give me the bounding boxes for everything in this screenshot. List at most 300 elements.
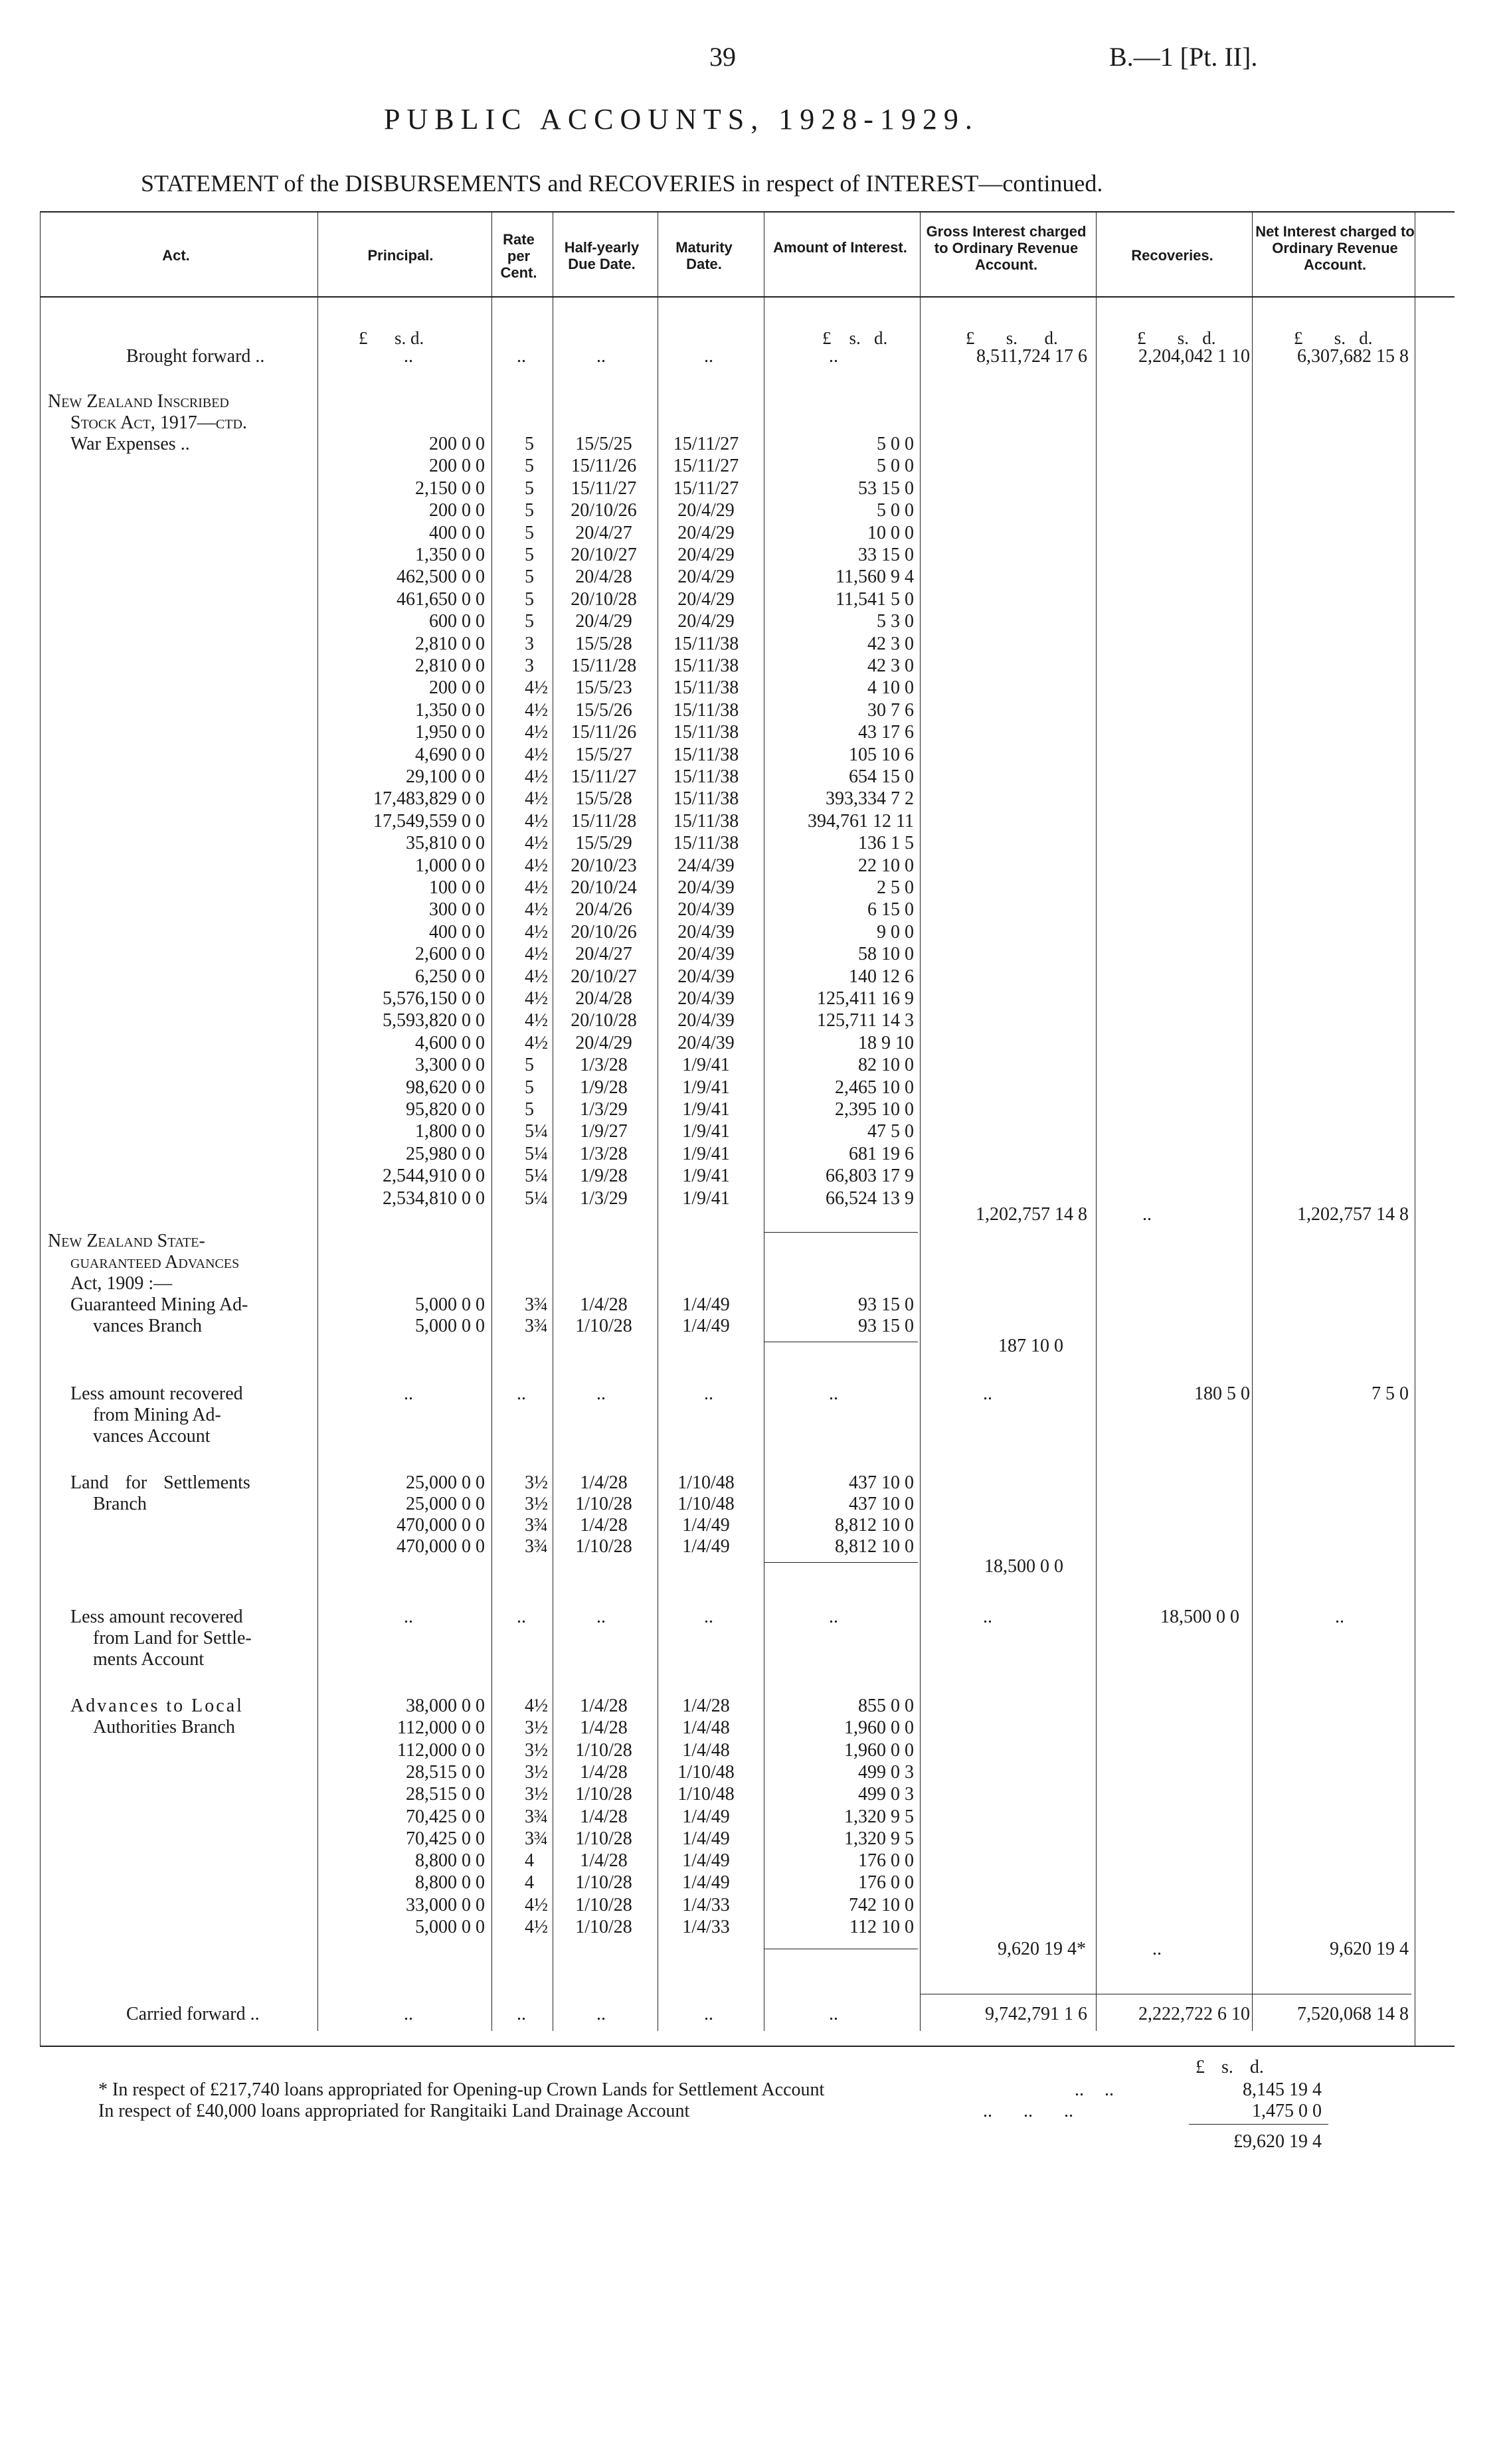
local-authorities-due: 1/4/28 bbox=[580, 1806, 628, 1827]
war-expenses-rate: 4½ bbox=[525, 899, 548, 921]
mining-less-label-3: vances Account bbox=[93, 1426, 211, 1447]
land-less-label-3: ments Account bbox=[93, 1649, 205, 1670]
war-expenses-principal: 35,810 0 0 bbox=[406, 833, 485, 854]
col-principal: Principal. bbox=[367, 247, 434, 264]
war-expenses-principal: 5,593,820 0 0 bbox=[383, 1010, 485, 1031]
war-expenses-row bbox=[0, 788, 1507, 810]
war-expenses-rate: 5 bbox=[525, 456, 534, 477]
land-row bbox=[0, 1472, 1507, 1494]
war-expenses-row bbox=[0, 810, 1507, 833]
war-expenses-rate: 4½ bbox=[525, 944, 548, 965]
land-row bbox=[0, 1514, 1507, 1537]
local-authorities-due: 1/4/28 bbox=[580, 1850, 628, 1872]
war-expenses-amount: 82 10 0 bbox=[858, 1055, 914, 1076]
war-expenses-due: 20/10/28 bbox=[571, 588, 637, 610]
war-expenses-maturity: 20/4/39 bbox=[677, 921, 735, 942]
land-less-label-2: from Land for Settle- bbox=[93, 1628, 252, 1648]
war-expenses-row bbox=[0, 566, 1507, 588]
local-authorities-due: 1/4/28 bbox=[580, 1696, 628, 1716]
war-expenses-amount: 5 0 0 bbox=[877, 434, 914, 454]
war-expenses-principal: 17,549,559 0 0 bbox=[373, 810, 485, 832]
page-title: PUBLIC ACCOUNTS, 1928-1929. bbox=[384, 103, 979, 135]
war-expenses-amount: 125,411 16 9 bbox=[817, 988, 914, 1009]
land-less-net: .. bbox=[1335, 1607, 1344, 1627]
war-expenses-maturity: 15/11/27 bbox=[673, 456, 739, 477]
war-expenses-principal: 2,150 0 0 bbox=[415, 478, 485, 499]
local-authorities-rate: 4½ bbox=[525, 1917, 548, 1937]
war-expenses-amount: 53 15 0 bbox=[858, 478, 914, 499]
war-expenses-principal: 5,576,150 0 0 bbox=[383, 988, 485, 1009]
war-expenses-rate: 5 bbox=[525, 500, 534, 521]
war-expenses-row bbox=[0, 1032, 1507, 1055]
col-net: Net Interest charged to Ordinary Revenue Account. bbox=[1255, 223, 1415, 273]
section1-heading-2: Stock Act, 1917—ctd. bbox=[70, 412, 247, 433]
local-authorities-rate: 4½ bbox=[525, 1894, 548, 1915]
land-less-label-1: Less amount recovered bbox=[70, 1607, 243, 1627]
local-authorities-row bbox=[0, 1894, 1507, 1917]
war-expenses-amount: 2,465 10 0 bbox=[835, 1077, 914, 1098]
war-expenses-rate: 3 bbox=[525, 633, 534, 654]
war-expenses-amount: 33 15 0 bbox=[858, 545, 914, 565]
war-expenses-rate: 4½ bbox=[525, 699, 548, 721]
war-expenses-principal: 2,810 0 0 bbox=[415, 656, 485, 676]
mining-principal: 5,000 0 0 bbox=[415, 1294, 485, 1315]
war-expenses-maturity: 1/9/41 bbox=[682, 1099, 730, 1120]
mining-due: 1/10/28 bbox=[575, 1316, 632, 1336]
local-net: 9,620 19 4 bbox=[1330, 1939, 1409, 1959]
local-authorities-due: 1/10/28 bbox=[575, 1828, 632, 1849]
war-expenses-amount: 58 10 0 bbox=[858, 944, 914, 965]
local-authorities-amount: 499 0 3 bbox=[858, 1784, 914, 1805]
local-authorities-due: 1/10/28 bbox=[575, 1917, 632, 1937]
war-expenses-amount: 66,524 13 9 bbox=[826, 1188, 914, 1209]
local-authorities-maturity: 1/4/33 bbox=[682, 1917, 730, 1937]
land-amount: 437 10 0 bbox=[849, 1494, 914, 1514]
war-expenses-row bbox=[0, 721, 1507, 744]
war-expenses-rate: 3 bbox=[525, 656, 534, 676]
war-expenses-rate: 5 bbox=[525, 522, 534, 543]
war-expenses-amount: 66,803 17 9 bbox=[826, 1166, 914, 1187]
war-expenses-principal: 17,483,829 0 0 bbox=[373, 788, 485, 810]
war-expenses-principal: 1,800 0 0 bbox=[415, 1121, 485, 1142]
local-authorities-rate: 3½ bbox=[525, 1784, 548, 1805]
cf-principal: .. bbox=[404, 2004, 413, 2024]
land-principal: 470,000 0 0 bbox=[397, 1515, 485, 1536]
land-less-due: .. bbox=[596, 1607, 606, 1627]
war-expenses-row bbox=[0, 478, 1507, 500]
local-gross: 9,620 19 4* bbox=[998, 1939, 1086, 1959]
war-expenses-rate: 4½ bbox=[525, 877, 548, 898]
local-authorities-row bbox=[0, 1761, 1507, 1784]
war-expenses-principal: 100 0 0 bbox=[429, 877, 485, 898]
local-authorities-maturity: 1/4/49 bbox=[682, 1872, 730, 1893]
war-expenses-principal: 2,810 0 0 bbox=[415, 633, 485, 654]
war-expenses-principal: 1,000 0 0 bbox=[415, 855, 485, 876]
local-authorities-principal: 70,425 0 0 bbox=[406, 1806, 485, 1827]
war-expenses-principal: 2,600 0 0 bbox=[415, 944, 485, 965]
land-due: 1/4/28 bbox=[580, 1515, 628, 1536]
local-authorities-principal: 8,800 0 0 bbox=[415, 1850, 485, 1872]
war-expenses-row bbox=[0, 877, 1507, 899]
land-amount: 8,812 10 0 bbox=[835, 1536, 914, 1557]
local-authorities-row bbox=[0, 1695, 1507, 1717]
war-expenses-rate: 5 bbox=[525, 567, 534, 588]
brought-forward-label: Brought forward .. bbox=[126, 346, 265, 367]
war-expenses-principal: 461,650 0 0 bbox=[397, 588, 485, 610]
local-authorities-row bbox=[0, 1806, 1507, 1828]
war-expenses-amount: 30 7 6 bbox=[867, 699, 914, 721]
war-expenses-row bbox=[0, 744, 1507, 766]
war-expenses-maturity: 20/4/29 bbox=[677, 588, 735, 610]
local-authorities-amount: 742 10 0 bbox=[849, 1894, 914, 1915]
war-expenses-principal: 200 0 0 bbox=[429, 456, 485, 477]
war-expenses-maturity: 1/9/41 bbox=[682, 1121, 730, 1142]
war-expenses-row bbox=[0, 921, 1507, 944]
war-expenses-principal: 600 0 0 bbox=[429, 611, 485, 632]
war-expenses-row bbox=[0, 1165, 1507, 1188]
local-authorities-maturity: 1/10/48 bbox=[677, 1784, 735, 1805]
local-authorities-rate: 3¾ bbox=[525, 1806, 548, 1827]
war-expenses-due: 15/11/27 bbox=[571, 478, 637, 499]
local-recoveries: .. bbox=[1152, 1939, 1162, 1959]
local-authorities-rate: 3½ bbox=[525, 1717, 548, 1739]
local-authorities-amount: 112 10 0 bbox=[849, 1917, 914, 1937]
war-expenses-amount: 10 0 0 bbox=[867, 522, 914, 543]
war-expenses-amount: 681 19 6 bbox=[849, 1143, 914, 1164]
war-expenses-maturity: 15/11/38 bbox=[673, 722, 739, 743]
local-authorities-rate: 3½ bbox=[525, 1739, 548, 1761]
land-less-principal: .. bbox=[404, 1607, 413, 1627]
mining-less-rate: .. bbox=[517, 1383, 526, 1404]
war-expenses-amount: 47 5 0 bbox=[867, 1121, 914, 1142]
war-expenses-maturity: 20/4/29 bbox=[677, 567, 735, 588]
war-expenses-amount: 2,395 10 0 bbox=[835, 1099, 914, 1120]
local-authorities-maturity: 1/4/49 bbox=[682, 1850, 730, 1872]
war-expenses-maturity: 15/11/38 bbox=[673, 633, 739, 654]
local-authorities-rate: 4½ bbox=[525, 1696, 548, 1716]
war-expenses-due: 1/9/28 bbox=[580, 1166, 628, 1187]
gross-units: £ s. d. bbox=[966, 328, 1058, 348]
war-expenses-maturity: 1/9/41 bbox=[682, 1055, 730, 1076]
local-authorities-maturity: 1/4/28 bbox=[682, 1696, 730, 1716]
war-expenses-row bbox=[0, 766, 1507, 788]
war-expenses-due: 20/4/28 bbox=[575, 567, 632, 588]
local-authorities-principal: 33,000 0 0 bbox=[406, 1894, 485, 1915]
local-authorities-maturity: 1/4/48 bbox=[682, 1739, 730, 1761]
statement-heading: STATEMENT of the DISBURSEMENTS and RECOVERIES in respect of INTEREST—continued. bbox=[141, 170, 1103, 197]
war-expenses-rate: 5¼ bbox=[525, 1188, 548, 1209]
war-expenses-rate: 5 bbox=[525, 1077, 534, 1098]
war-expenses-principal: 98,620 0 0 bbox=[406, 1077, 485, 1098]
war-expenses-row bbox=[0, 832, 1507, 855]
land-gross: 18,500 0 0 bbox=[984, 1556, 1063, 1577]
war-expenses-due: 20/10/26 bbox=[571, 500, 637, 521]
cf-recoveries: 2,222,722 6 10 bbox=[1138, 2004, 1250, 2024]
war-expenses-amount: 5 3 0 bbox=[877, 611, 914, 632]
cf-amount: .. bbox=[829, 2004, 838, 2024]
war-expenses-rate: 5¼ bbox=[525, 1121, 548, 1142]
war-expenses-rate: 5 bbox=[525, 1099, 534, 1120]
war-expenses-row bbox=[0, 610, 1507, 633]
war-expenses-amount: 2 5 0 bbox=[877, 877, 914, 898]
local-authorities-rate: 4 bbox=[525, 1872, 534, 1893]
cf-rate: .. bbox=[517, 2004, 526, 2024]
war-expenses-rate: 4½ bbox=[525, 1032, 548, 1053]
war-expenses-principal: 300 0 0 bbox=[429, 899, 485, 921]
land-due: 1/10/28 bbox=[575, 1494, 632, 1514]
war-expenses-maturity: 15/11/38 bbox=[673, 699, 739, 721]
cf-due: .. bbox=[596, 2004, 606, 2024]
war-expenses-due: 15/11/27 bbox=[571, 766, 637, 787]
war-expenses-due: 15/11/28 bbox=[571, 656, 637, 676]
war-expenses-maturity: 24/4/39 bbox=[677, 855, 735, 876]
war-expenses-row bbox=[0, 499, 1507, 522]
war-expenses-maturity: 15/11/38 bbox=[673, 656, 739, 676]
section1-gross: 1,202,757 14 8 bbox=[976, 1204, 1087, 1225]
war-expenses-principal: 95,820 0 0 bbox=[406, 1099, 485, 1120]
war-expenses-due: 20/10/24 bbox=[571, 877, 637, 898]
land-less-recoveries: 18,500 0 0 bbox=[1160, 1607, 1239, 1627]
war-expenses-principal: 1,950 0 0 bbox=[415, 722, 485, 743]
war-expenses-amount: 6 15 0 bbox=[867, 899, 914, 921]
section1-sub: War Expenses .. bbox=[70, 434, 190, 454]
war-expenses-due: 20/4/27 bbox=[575, 522, 632, 543]
war-expenses-rate: 5 bbox=[525, 478, 534, 499]
war-expenses-principal: 200 0 0 bbox=[429, 500, 485, 521]
war-expenses-rate: 5 bbox=[525, 588, 534, 610]
war-expenses-row bbox=[0, 522, 1507, 545]
war-expenses-due: 15/5/29 bbox=[575, 833, 632, 854]
land-row bbox=[0, 1493, 1507, 1516]
war-expenses-rate: 4½ bbox=[525, 766, 548, 787]
war-expenses-amount: 42 3 0 bbox=[867, 656, 914, 676]
section1-recoveries: .. bbox=[1142, 1204, 1152, 1225]
war-expenses-due: 20/10/28 bbox=[571, 1010, 637, 1031]
net-units: £ s. d. bbox=[1294, 328, 1373, 348]
war-expenses-maturity: 15/11/38 bbox=[673, 744, 739, 765]
war-expenses-maturity: 20/4/39 bbox=[677, 966, 735, 987]
war-expenses-row bbox=[0, 633, 1507, 656]
footnote-line1-amount: 8,145 19 4 bbox=[1243, 2079, 1322, 2100]
col-amount: Amount of Interest. bbox=[773, 239, 907, 256]
land-maturity: 1/10/48 bbox=[677, 1472, 735, 1493]
war-expenses-amount: 5 0 0 bbox=[877, 456, 914, 477]
mining-maturity: 1/4/49 bbox=[682, 1294, 730, 1315]
war-expenses-maturity: 20/4/39 bbox=[677, 1032, 735, 1053]
war-expenses-amount: 22 10 0 bbox=[858, 855, 914, 876]
footnote-total: £9,620 19 4 bbox=[1233, 2131, 1322, 2152]
war-expenses-principal: 25,980 0 0 bbox=[406, 1143, 485, 1164]
mining-rate: 3¾ bbox=[525, 1294, 548, 1315]
bf-gross: 8,511,724 17 6 bbox=[976, 346, 1087, 367]
war-expenses-row bbox=[0, 855, 1507, 877]
footnote-line1-leader: .. .. bbox=[1075, 2079, 1114, 2100]
war-expenses-maturity: 15/11/38 bbox=[673, 788, 739, 810]
war-expenses-rate: 4½ bbox=[525, 744, 548, 765]
war-expenses-due: 20/10/27 bbox=[571, 545, 637, 565]
land-label-1: Land for Settlements bbox=[70, 1472, 250, 1493]
local-authorities-principal: 70,425 0 0 bbox=[406, 1828, 485, 1849]
war-expenses-amount: 125,711 14 3 bbox=[817, 1010, 914, 1031]
local-authorities-due: 1/10/28 bbox=[575, 1784, 632, 1805]
war-expenses-row bbox=[0, 544, 1507, 567]
war-expenses-principal: 4,600 0 0 bbox=[415, 1032, 485, 1053]
amount-units: £ s. d. bbox=[822, 328, 888, 348]
mining-less-due: .. bbox=[596, 1383, 606, 1404]
mining-row bbox=[0, 1294, 1507, 1316]
section1-subtotal-rule bbox=[764, 1232, 918, 1233]
war-expenses-due: 15/11/28 bbox=[571, 810, 637, 832]
bf-due: .. bbox=[596, 346, 606, 367]
war-expenses-maturity: 20/4/39 bbox=[677, 1010, 735, 1031]
bf-amount: .. bbox=[829, 346, 838, 367]
local-authorities-amount: 1,320 9 5 bbox=[844, 1828, 914, 1849]
bf-net: 6,307,682 15 8 bbox=[1297, 346, 1409, 367]
war-expenses-amount: 136 1 5 bbox=[858, 833, 914, 854]
footnote-units: £ s. d. bbox=[1196, 2057, 1264, 2077]
war-expenses-amount: 5 0 0 bbox=[877, 500, 914, 521]
local-authorities-principal: 112,000 0 0 bbox=[397, 1739, 485, 1761]
bf-rate: .. bbox=[517, 346, 526, 367]
war-expenses-principal: 1,350 0 0 bbox=[415, 699, 485, 721]
war-expenses-principal: 1,350 0 0 bbox=[415, 545, 485, 565]
local-authorities-maturity: 1/4/33 bbox=[682, 1894, 730, 1915]
war-expenses-row bbox=[0, 1010, 1507, 1032]
land-amount: 8,812 10 0 bbox=[835, 1515, 914, 1536]
local-authorities-maturity: 1/4/49 bbox=[682, 1828, 730, 1849]
section2-heading-3: Act, 1909 :— bbox=[70, 1273, 173, 1294]
war-expenses-principal: 6,250 0 0 bbox=[415, 966, 485, 987]
war-expenses-maturity: 20/4/29 bbox=[677, 522, 735, 543]
war-expenses-rate: 4½ bbox=[525, 988, 548, 1009]
war-expenses-maturity: 20/4/29 bbox=[677, 611, 735, 632]
war-expenses-principal: 2,534,810 0 0 bbox=[383, 1188, 485, 1209]
land-principal: 25,000 0 0 bbox=[406, 1494, 485, 1514]
war-expenses-principal: 29,100 0 0 bbox=[406, 766, 485, 787]
land-maturity: 1/4/49 bbox=[682, 1536, 730, 1557]
war-expenses-due: 20/4/28 bbox=[575, 988, 632, 1009]
war-expenses-principal: 200 0 0 bbox=[429, 434, 485, 454]
mining-less-net: 7 5 0 bbox=[1372, 1383, 1409, 1404]
local-authorities-due: 1/10/28 bbox=[575, 1872, 632, 1893]
land-principal: 25,000 0 0 bbox=[406, 1472, 485, 1493]
mining-maturity: 1/4/49 bbox=[682, 1316, 730, 1336]
war-expenses-maturity: 20/4/39 bbox=[677, 944, 735, 965]
war-expenses-amount: 394,761 12 11 bbox=[808, 810, 914, 832]
header-rule bbox=[40, 296, 1455, 298]
section1-heading-1: New Zealand Inscribed bbox=[48, 391, 229, 412]
war-expenses-rate: 4½ bbox=[525, 1010, 548, 1031]
local-authorities-row bbox=[0, 1850, 1507, 1872]
war-expenses-rate: 5¼ bbox=[525, 1143, 548, 1164]
local-authorities-principal: 28,515 0 0 bbox=[406, 1784, 485, 1805]
war-expenses-maturity: 1/9/41 bbox=[682, 1077, 730, 1098]
land-less-maturity: .. bbox=[704, 1607, 713, 1627]
mining-less-label-2: from Mining Ad- bbox=[93, 1405, 221, 1425]
section2-heading-1: New Zealand State- bbox=[48, 1231, 205, 1251]
land-rate: 3½ bbox=[525, 1494, 548, 1514]
mining-due: 1/4/28 bbox=[580, 1294, 628, 1315]
local-authorities-principal: 8,800 0 0 bbox=[415, 1872, 485, 1893]
war-expenses-due: 20/10/23 bbox=[571, 855, 637, 876]
war-expenses-principal: 200 0 0 bbox=[429, 677, 485, 699]
mining-principal: 5,000 0 0 bbox=[415, 1316, 485, 1336]
local-authorities-rate: 3½ bbox=[525, 1761, 548, 1783]
land-principal: 470,000 0 0 bbox=[397, 1536, 485, 1557]
war-expenses-due: 20/4/26 bbox=[575, 899, 632, 921]
war-expenses-due: 20/10/26 bbox=[571, 921, 637, 942]
bf-maturity: .. bbox=[704, 346, 713, 367]
col-maturity: Maturity Date. bbox=[675, 239, 733, 272]
local-authorities-due: 1/4/28 bbox=[580, 1717, 628, 1739]
war-expenses-maturity: 15/11/38 bbox=[673, 766, 739, 787]
war-expenses-due: 15/11/26 bbox=[571, 456, 637, 477]
land-label-2: Branch bbox=[93, 1494, 147, 1514]
war-expenses-row bbox=[0, 988, 1507, 1010]
footnote-line2: In respect of £40,000 loans appropriated for Rangitaiki Land Drainage Account bbox=[98, 2101, 690, 2121]
war-expenses-maturity: 15/11/38 bbox=[673, 810, 739, 832]
land-less-amount: .. bbox=[829, 1607, 838, 1627]
local-authorities-row bbox=[0, 1828, 1507, 1850]
principal-units: £ s. d. bbox=[359, 328, 424, 348]
war-expenses-due: 20/4/27 bbox=[575, 944, 632, 965]
war-expenses-rate: 4½ bbox=[525, 722, 548, 743]
local-label-1: Advances to Local bbox=[70, 1696, 244, 1716]
mining-less-label-1: Less amount recovered bbox=[70, 1383, 243, 1404]
footnote-line2-amount: 1,475 0 0 bbox=[1252, 2101, 1322, 2121]
war-expenses-amount: 9 0 0 bbox=[877, 921, 914, 942]
war-expenses-maturity: 1/9/41 bbox=[682, 1143, 730, 1164]
war-expenses-due: 15/5/27 bbox=[575, 744, 632, 765]
war-expenses-amount: 654 15 0 bbox=[849, 766, 914, 787]
mining-label-1: Guaranteed Mining Ad- bbox=[70, 1294, 248, 1315]
war-expenses-maturity: 15/11/27 bbox=[673, 434, 739, 454]
war-expenses-due: 15/5/26 bbox=[575, 699, 632, 721]
local-authorities-rate: 4 bbox=[525, 1850, 534, 1872]
war-expenses-row bbox=[0, 433, 1507, 456]
table-bottom-rule bbox=[40, 2046, 1455, 2047]
col-recoveries: Recoveries. bbox=[1131, 247, 1213, 264]
war-expenses-amount: 105 10 6 bbox=[849, 744, 914, 765]
war-expenses-amount: 140 12 6 bbox=[849, 966, 914, 987]
mining-rate: 3¾ bbox=[525, 1316, 548, 1336]
war-expenses-row bbox=[0, 677, 1507, 699]
war-expenses-row bbox=[0, 1077, 1507, 1099]
war-expenses-due: 1/9/27 bbox=[580, 1121, 628, 1142]
local-authorities-row bbox=[0, 1783, 1507, 1806]
section1-net: 1,202,757 14 8 bbox=[1297, 1204, 1409, 1225]
war-expenses-rate: 5¼ bbox=[525, 1166, 548, 1187]
local-authorities-principal: 38,000 0 0 bbox=[406, 1696, 485, 1716]
land-rate: 3¾ bbox=[525, 1515, 548, 1536]
section2-heading-2: guaranteed Advances bbox=[70, 1252, 240, 1273]
war-expenses-row bbox=[0, 1143, 1507, 1166]
land-subtotal-rule bbox=[764, 1562, 918, 1563]
war-expenses-amount: 11,541 5 0 bbox=[836, 588, 914, 610]
local-authorities-maturity: 1/4/49 bbox=[682, 1806, 730, 1827]
war-expenses-due: 20/4/29 bbox=[575, 1032, 632, 1053]
war-expenses-row bbox=[0, 966, 1507, 988]
war-expenses-amount: 18 9 10 bbox=[858, 1032, 914, 1053]
local-authorities-row bbox=[0, 1739, 1507, 1762]
cf-maturity: .. bbox=[704, 2004, 713, 2024]
war-expenses-maturity: 15/11/38 bbox=[673, 677, 739, 699]
war-expenses-due: 20/4/29 bbox=[575, 611, 632, 632]
war-expenses-due: 15/11/26 bbox=[571, 722, 637, 743]
war-expenses-principal: 3,300 0 0 bbox=[415, 1055, 485, 1076]
local-authorities-due: 1/10/28 bbox=[575, 1894, 632, 1915]
war-expenses-due: 15/5/25 bbox=[575, 434, 632, 454]
